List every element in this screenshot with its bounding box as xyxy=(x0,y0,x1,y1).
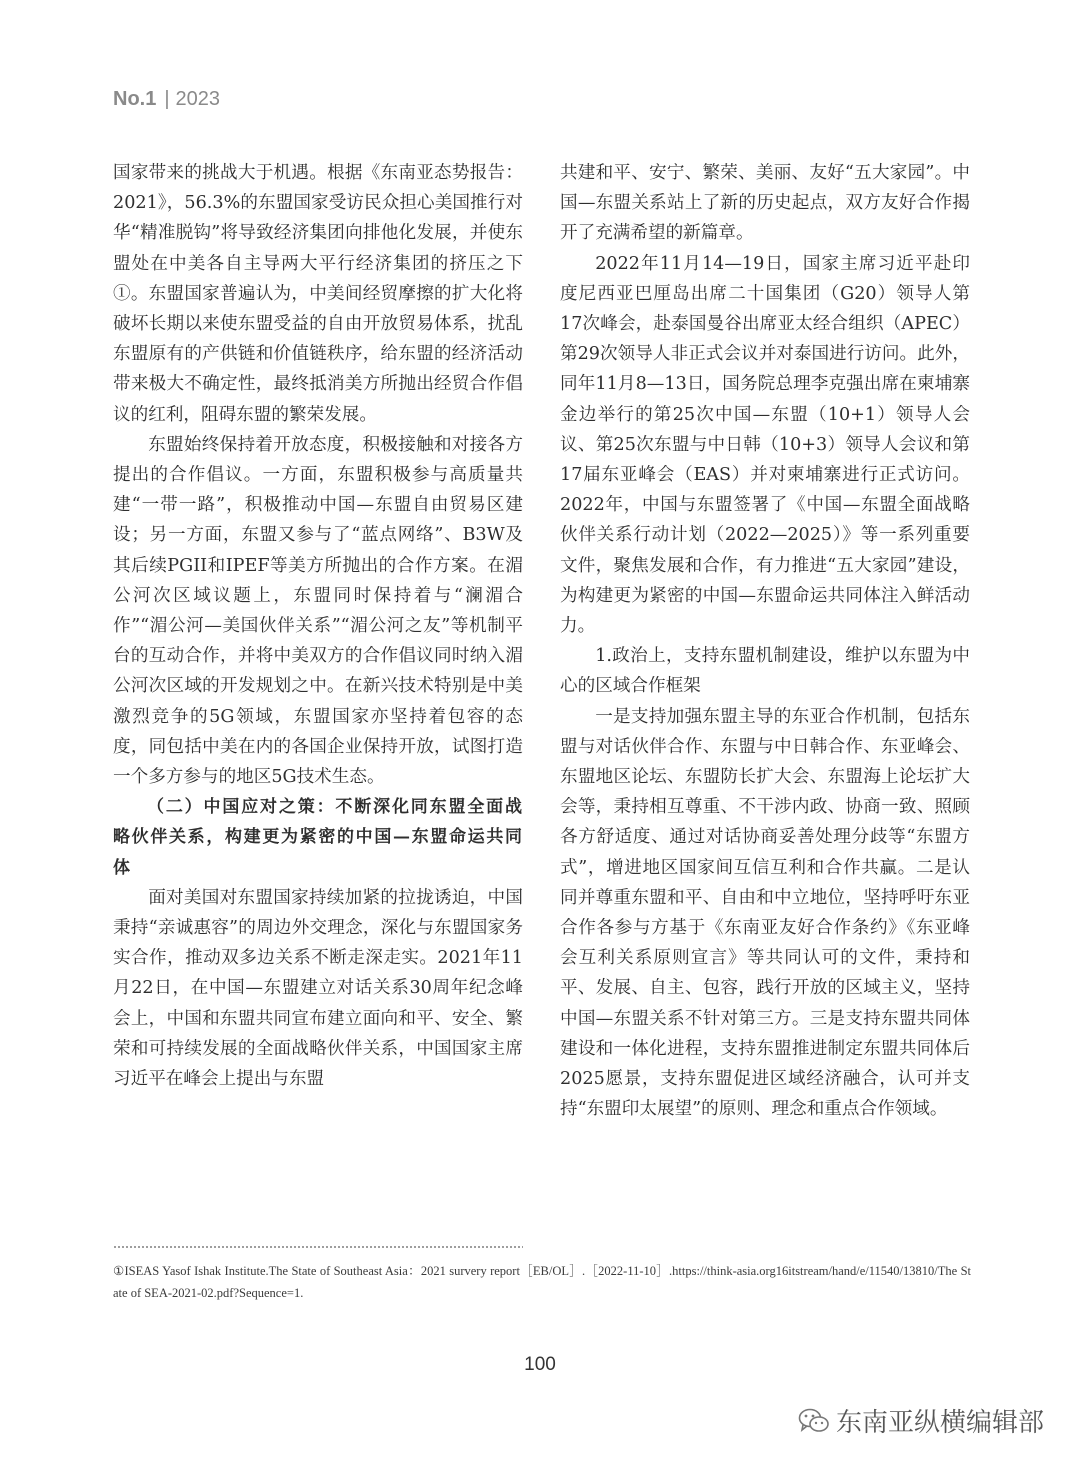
section-heading: 1.政治上，支持东盟机制建设，维护以东盟为中心的区域合作框架 xyxy=(560,646,970,697)
paragraph: 国家带来的挑战大于机遇。根据《东南亚态势报告：2021》，56.3%的东盟国家受访民众担心美国推行对华“精准脱钩”将导致经济集团向排他化发展，并使东盟处在中美各自主导两大平行经济集团的挤压之下①。东盟国家普遍认为，中美间经贸摩擦的扩大化将破坏长期以来使东盟受益的自由开放贸易体系，扰乱东盟原有的产供链和价值链秩序，给东盟的经济活动带来极大不确定性，最终抵消美方所抛出经贸合作倡议的红利，阻碍东盟的繁荣发展。 xyxy=(113,163,523,425)
left-column xyxy=(113,158,523,1094)
paragraph: 2022年11月14—19日，国家主席习近平赴印度尼西亚巴厘岛出席二十国集团（G20）领导人第17次峰会，赴泰国曼谷出席亚太经合组织（APEC）第29次领导人非正式会议并对泰国进行访问。此外，同年11月8—13日，国务院总理李克强出席在柬埔寨金边举行的第25次中国—东盟（10+1）领导人会议、第25次东盟与中日韩（10+3）领导人会议和第17届东亚峰会（EAS）并对柬埔寨进行正式访问。2022年，中国与东盟签署了《中国—东盟全面战略伙伴关系行动计划（2022—2025）》等一系列重要文件，聚焦发展和合作，有力推进“五大家园”建设，为构建更为紧密的中国—东盟命运共同体注入鲜活动力。 xyxy=(560,253,970,637)
running-header xyxy=(113,88,220,111)
right-column xyxy=(560,158,970,1125)
page-number: 100 xyxy=(524,1354,556,1375)
paragraph: 东盟始终保持着开放态度，积极接触和对接各方提出的合作倡议。一方面，东盟积极参与高质量共建“一带一路”，积极推动中国—东盟自由贸易区建设；另一方面，东盟又参与了“蓝点网络”、B3W及其后续PGII和IPEF等美方所抛出的合作方案。在湄公河次区域议题上，东盟同时保持着与“澜湄合作”“湄公河—美国伙伴关系”“湄公河之友”等机制平台的互动合作，并将中美双方的合作倡议同时纳入湄公河次区域的开发规划之中。在新兴技术特别是中美激烈竞争的5G领域，东盟国家亦坚持着包容的态度，同包括中美在内的各国企业保持开放，试图打造一个多方参与的地区5G技术生态。 xyxy=(113,434,523,788)
issue-year: 2023 xyxy=(175,88,221,110)
footnote-divider xyxy=(113,1245,523,1249)
watermark xyxy=(798,1402,1044,1439)
footnote: ①ISEAS Yasof Ishak Institute.The State of Southeast Asia：2021 survery report［EB/OL］.［2022-11-10］.https://think-asia.org16itstream/hand/e/11540/13810/The State of SEA-2021-02.pdf?Sequence=1. xyxy=(113,1264,971,1300)
wechat-icon xyxy=(798,1407,830,1435)
section-subheading: （二）中国应对之策：不断深化同东盟全面战略伙伴关系，构建更为紧密的中国—东盟命运共同体 xyxy=(113,797,523,878)
paragraph: 一是支持加强东盟主导的东亚合作机制，包括东盟与对话伙伴合作、东盟与中日韩合作、东亚峰会、东盟地区论坛、东盟防长扩大会、东盟海上论坛扩大会等，秉持相互尊重、不干涉内政、协商一致、照顾各方舒适度、通过对话协商妥善处理分歧等“东盟方式”，增进地区国家间互信互利和合作共赢。二是认同并尊重东盟和平、自由和中立地位，坚持呼吁东亚合作各参与方基于《东南亚友好合作条约》《东亚峰会互利关系原则宣言》等共同认可的文件，秉持和平、发展、自主、包容，践行开放的区域主义，坚持中国—东盟关系不针对第三方。三是支持东盟共同体建设和一体化进程，支持东盟推进制定东盟共同体后2025愿景，支持东盟促进区域经济融合，认可并支持“东盟印太展望”的原则、理念和重点合作领域。 xyxy=(560,706,970,1120)
issue-number: No.1 xyxy=(113,88,157,110)
paragraph: 共建和平、安宁、繁荣、美丽、友好“五大家园”。中国—东盟关系站上了新的历史起点，双方友好合作揭开了充满希望的新篇章。 xyxy=(560,163,970,244)
header-divider: | xyxy=(164,88,170,110)
watermark-text: 东南亚纵横编辑部 xyxy=(835,1408,1044,1438)
paragraph: 面对美国对东盟国家持续加紧的拉拢诱迫，中国秉持“亲诚惠容”的周边外交理念，深化与东盟国家务实合作，推动双多边关系不断走深走实。2021年11月22日，在中国—东盟建立对话关系30周年纪念峰会上，中国和东盟共同宣布建立面向和平、安全、繁荣和可持续发展的全面战略伙伴关系，中国国家主席习近平在峰会上提出与东盟 xyxy=(113,887,523,1090)
